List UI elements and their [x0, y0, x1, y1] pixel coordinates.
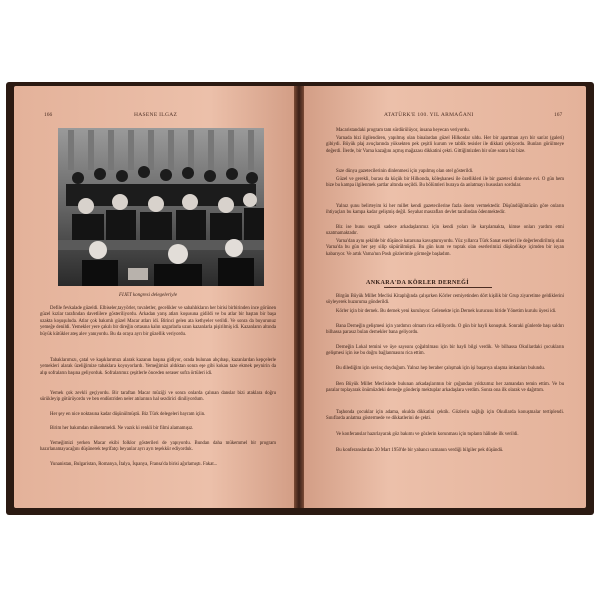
paragraph: Ben Büyük Millet Meclisinde bulunan arkadaşlarımın bir çoğundan yıldızımız her zamandan temin ettim. Ve bu paralar toplayarak önümüzdeki derneğe gönderip mektuplar arkadaşlara verdim. Sonra ona ilk olarak ve dağıttım. [326, 382, 564, 394]
paragraph: Birim her bakımdan mükemmeldi. Ne vazık ki renkli bir filmi alamamışız. [50, 426, 194, 431]
paragraph: Bu konferanslardan 20 Mart 1950'de bir yabancı uzmanın verdiği bilgiler pek düşündü. [336, 448, 504, 453]
paragraph: Defile fevkalade güzeldi. Elbiseler,tayyörler, tuvaletler, gecelikler ve sabahlıkların her birisi birbirinden ince görünen güzel kızlar tarafından davetlilere gösteriliyordu. Arkadan yarış atları koşusuna gidildi ve bu atlar bir baştan bir başa uzakta koşuşuluda. Atlar çok bakımlı güzel Macar atları idi. Birinci gelen ata kethyeler verildi. Ve sonra da buyurunuz yemeğe denildi. Yemekler yere çakılı bir direğin ortasına kalın uzgarlarla uzun kazanlarla pişirilmiş idi. Kazanların altında büyük kütükler ateş alev yanıyordu. Bu da oraya ayrı bir güzellik veriyordu. [40, 306, 276, 337]
paragraph: Derneğin Lokal temini ve üye sayısını çoğaltılması için bir hayli bilgi verdik. Ve bilhassa Okullardaki çocukların gelişmesi için ise bu doğru bağlanmasını rica ettim. [326, 345, 564, 357]
paragraph: Biz ise bunu sezgili sadece arkadaşlarımız için kendi yoları ile karşılamakta, kimse onları yardım etmi uzatmamaktadır. [326, 225, 564, 237]
paragraph: Yemek çok zevkli geçiyordu. Bir taraftan Macar müziği ve sonra onlarda çalınan danslar bizi ataklara doğru sürükleyip götürüyordu ve ben endüstriden neler atılarının hal sezdirici diniliyordum. [40, 391, 276, 403]
page-number: 167 [554, 112, 563, 118]
paragraph: Sıze dünya gazetecilerinin dinlenmesi için yapılmış olan otel gösterildi. [336, 169, 474, 174]
left-page [14, 86, 294, 508]
photo-illustration [58, 128, 264, 286]
paragraph: Macaristandaki program tam sürdürülüyor, insana heyecan veriyordu. [336, 128, 470, 133]
paragraph: Yalnız şunu belirteyim ki her millet kendi gazetecilerine fazla önem vermektedir. Düşündüğümüzün göre onların ihtiyaçları bu kampa kadar gelişmiş değil. Seyahat masrafları devlet tarafından ödenmektedir. [326, 204, 564, 216]
section-divider [384, 287, 492, 288]
photo-caption: FIJET kongresi delegeleriyle [119, 293, 178, 298]
running-header: HASENE ILGAZ [134, 112, 178, 118]
paragraph: Taşhonda çocuklar için adama, okulda dikkatini çektik. Gözlerin sağlığı için Okullarda konuşmalar tertiplendi. Sınıflarda anlatma göstermede ve dikkatlerini de çekti. [326, 410, 564, 422]
paragraph: Bu dilediğim için sevinç duyduğum. Yalnız hep beraber çalışmak için işi başarıya ulaşma imkanları bulundu. [336, 366, 546, 371]
delegates-photo [58, 128, 264, 286]
paragraph: Birgün Büyük Millet Meclisi Kitaplığında çalışırken Körler cemiyetinden dört kişilik bir Grup ziyaretime geldiklerini söyleyerek huzuruma gönderildi. [326, 294, 564, 306]
section-title: ANKARA'DA KÖRLER DERNEĞİ [366, 280, 469, 286]
paragraph: Güzel ve gerekli, burası da küçük bir Hilkonda, köleşhanesi ile özellikleri ile bir gazeteci dinlenme evi. O gün hem bize bu kampa ilgilenmek şartlar altında seçildi. Bu bölümleri buraya da anlatmayı hususları sordular. [326, 177, 564, 189]
paragraph: Yemeğimizi yerken Macar ekibi folklor gösterileri de yapıyordu. Bundan daha mükemmel bir program hazırlanamayacağını düşünerek teşrifatçı beyanlar ayrı ayrı teşekkür ediyorduk. [40, 441, 276, 453]
paragraph: Ve konferanslar hazırlayarak göz bakımı ve gözlerin korunması için toplantı hâlinde ilk verildi. [336, 432, 519, 437]
paragraph: Tabaklarımızı, çatal ve kaşıklarımızı alarak kazanın başına gidiyor, orada bulunan ahçıbaşı, kazanlardan kepçelerle yemekleri alarak üzeliğimize tabaklara koyuyorlardı. Yemeğimizi aldıktan sonra eşe gibi kokan taze ekmek peynirin da alıp sofraların başına geliyorduk. Sofralarımız çeşitlerle önceden seraser sofra örtüleri idi. [40, 358, 276, 376]
paragraph: Her şey en nice noktasına kadar düşünülmüştü. Biz Türk delegeleri bayram içiin. [50, 412, 206, 417]
paragraph: Yunanistan, Bulgaristan, Romanya, İtalya, İspanya, Fransa'da birisi ağırlamıştı. Fakat... [50, 462, 218, 467]
right-page [304, 86, 586, 508]
paragraph: Bana Derneğin gelişmesi için yardımcı olmam rica ediliyordu. O gün bir hayli konuştuk. Sonraki günlerde başı saldırı bilhassa parasız bulan dernekler bana geliyordu. [326, 324, 564, 336]
paragraph: Varnada bizi ilgilendiren, yapılmış olan binalardan güzel Hilkonlar uldu. Her bir apartman ayrı bir san'at (galeri) gibiydi. Büyük plaj avuçlarında yüksekten pek çeşitli kurum ve tablik tesisler ile dikkati çekiyordu. Bunları görülmeye değerdi. İlerde, bir Varna kazağını açmış mağazası dikkatini çekti. Gittiğimizden bir süre sonra biz bize. [326, 136, 564, 154]
book-gutter [294, 86, 304, 508]
page-number: 166 [44, 112, 53, 118]
running-header: ATATÜRK'E 100. YIL ARMAĞANI [384, 112, 474, 118]
paragraph: Varna'dan aynı şekilde bir düşünce katarsına kavuşturuyordu. Yüz yıllarca Türk Sanat eserleri ile değerlendirilmiş olan Varna'da bu gün her şey silip süpürülmüştü. Bu gün kum ve toprak olan eserlerimizi düşündükçe içimden bir isyan kabarıyor. Ve artık Varna'nın Posh gözlerimle görmeğe başladım. [326, 239, 564, 257]
paragraph: Körler için bir dernek. Bu dernek yeni kuruluyor. Gelenekte için Dernek kurucusu biride Yönetim kurulu üyesi idi. [336, 309, 557, 314]
